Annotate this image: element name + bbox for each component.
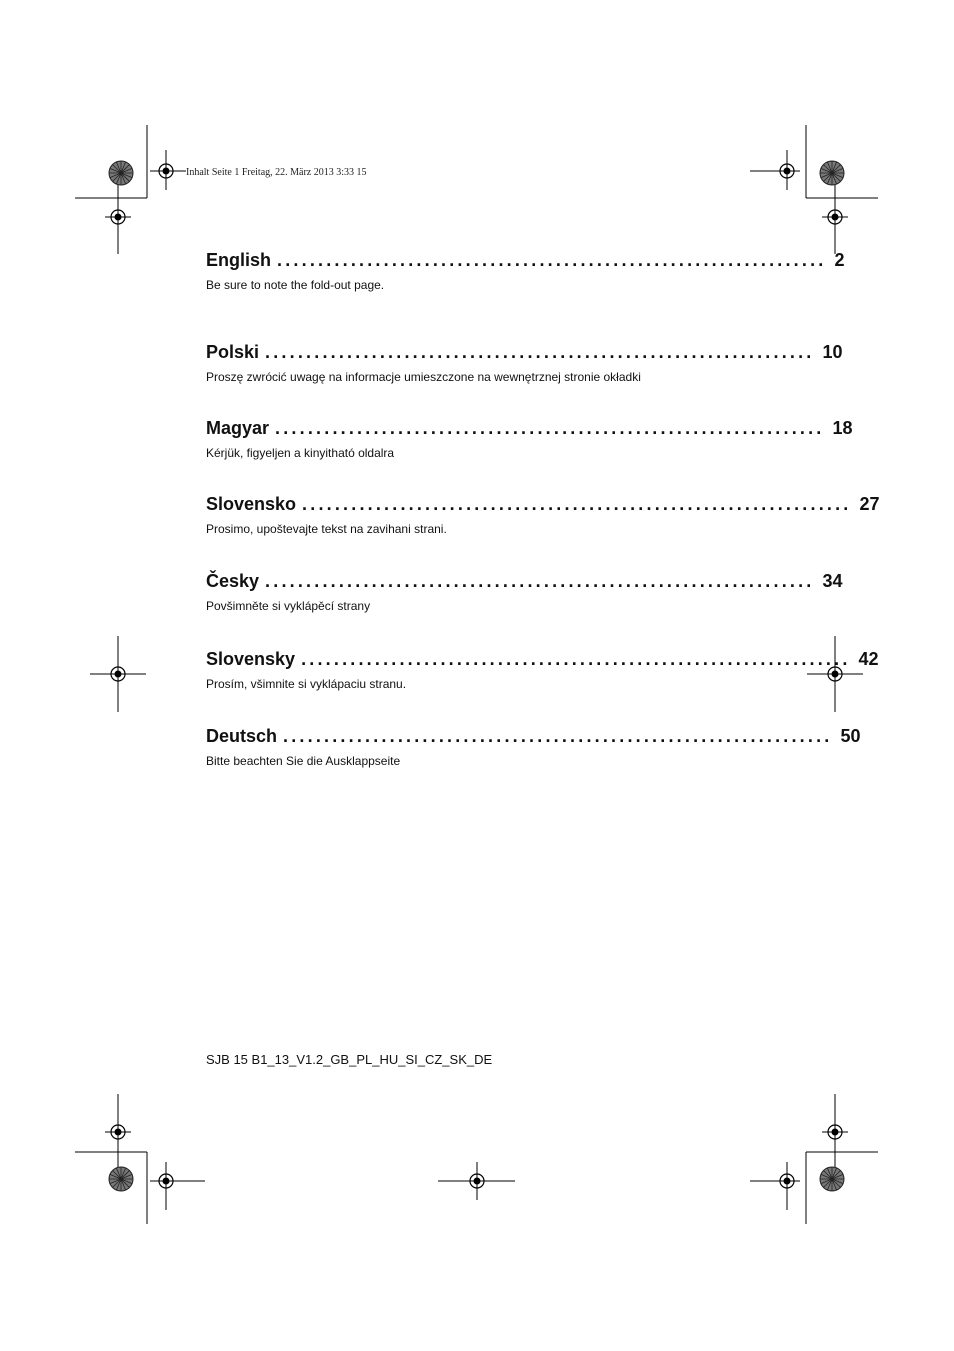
toc-language: Magyar: [206, 418, 270, 438]
document-code: SJB 15 B1_13_V1.2_GB_PL_HU_SI_CZ_SK_DE: [206, 1052, 493, 1067]
leader-dots: ...................................................................: [301, 649, 851, 669]
toc-language: English: [206, 250, 272, 270]
toc-page-number: 34: [822, 571, 843, 591]
toc-entry-slovensky[interactable]: [206, 649, 879, 691]
leader-dots: ...................................................................: [277, 250, 827, 270]
toc-entry-english[interactable]: [206, 250, 845, 292]
toc-language: Česky: [206, 571, 260, 591]
toc-entry-magyar[interactable]: [206, 418, 853, 460]
leader-dots: ...................................................................: [265, 571, 815, 591]
toc-page-number: 27: [859, 494, 880, 514]
toc-page-number: 2: [834, 250, 845, 270]
toc-page-number: 42: [858, 649, 879, 669]
leader-dots: ...................................................................: [265, 342, 815, 362]
toc-entry-polski[interactable]: [206, 342, 843, 384]
leader-dots: ...................................................................: [302, 494, 852, 514]
toc-page-number: 18: [832, 418, 853, 438]
toc-page-number: 10: [822, 342, 843, 362]
toc-note: Bitte beachten Sie die Ausklappseite: [206, 754, 401, 768]
toc-language: Deutsch: [206, 726, 278, 746]
toc-language: Slovensko: [206, 494, 297, 514]
toc-note: Povšimněte si vyklápěcí strany: [206, 599, 371, 613]
toc-note: Prosím, všimnite si vyklápaciu stranu.: [206, 677, 407, 691]
toc-note: Prosimo, upoštevajte tekst na zavihani strani.: [206, 522, 447, 536]
toc-note: Proszę zwrócić uwagę na informacje umieszczone na wewnętrznej stronie okładki: [206, 370, 641, 384]
toc-note: Be sure to note the fold-out page.: [206, 278, 385, 292]
toc-entry-slovensko[interactable]: [206, 494, 880, 536]
leader-dots: ...................................................................: [283, 726, 833, 746]
toc-entry-deutsch[interactable]: [206, 726, 861, 768]
toc-page-number: 50: [840, 726, 861, 746]
toc-entry-cesky[interactable]: [206, 571, 843, 613]
toc-language: Polski: [206, 342, 260, 362]
leader-dots: ...................................................................: [275, 418, 825, 438]
toc-note: Kérjük, figyeljen a kinyitható oldalra: [206, 446, 395, 460]
toc-language: Slovensky: [206, 649, 296, 669]
print-slug: Inhalt Seite 1 Freitag, 22. März 2013 3:33 15: [186, 167, 367, 178]
